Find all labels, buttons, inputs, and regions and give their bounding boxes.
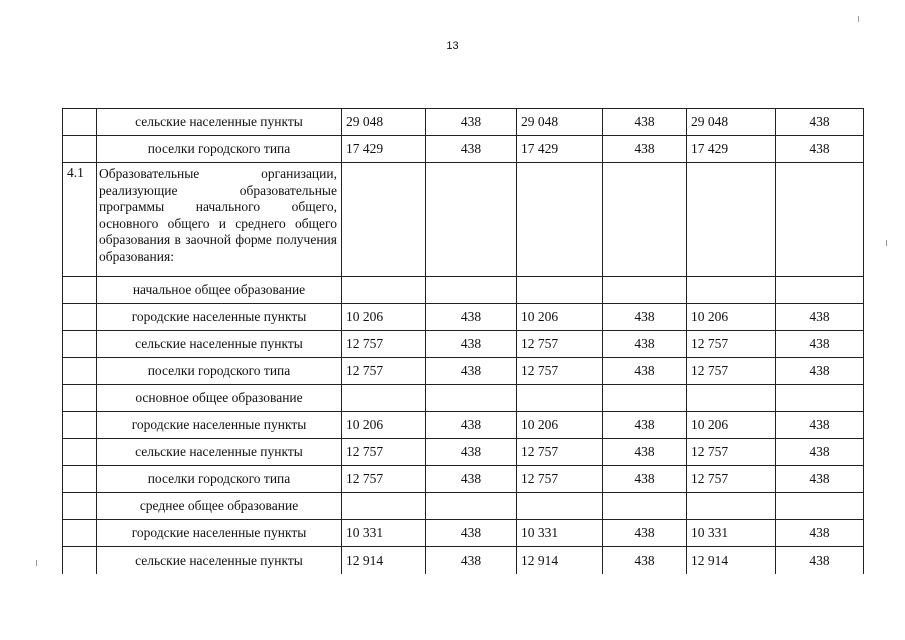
row-number-cell: 4.1 <box>63 163 97 277</box>
value-cell: 10 206 <box>517 412 603 439</box>
value-cell: 12 757 <box>517 358 603 385</box>
page-number: 13 <box>446 40 459 52</box>
value-cell: 12 914 <box>687 547 776 575</box>
extra-value-cell <box>776 277 864 304</box>
row-name-cell: сельские населенные пункты <box>97 109 342 136</box>
extra-value-cell: 438 <box>426 412 517 439</box>
extra-value-cell: 438 <box>426 109 517 136</box>
extra-value-cell <box>426 385 517 412</box>
value-cell <box>517 163 603 277</box>
table-row <box>63 163 864 277</box>
row-name-cell: сельские населенные пункты <box>97 547 342 575</box>
extra-value-cell: 438 <box>603 439 687 466</box>
extra-value-cell: 438 <box>776 547 864 575</box>
extra-value-cell <box>776 493 864 520</box>
row-number-cell <box>63 493 97 520</box>
table-row <box>63 466 864 493</box>
value-cell: 17 429 <box>517 136 603 163</box>
value-cell: 12 757 <box>342 358 426 385</box>
table-row <box>63 277 864 304</box>
extra-value-cell <box>603 385 687 412</box>
value-cell: 12 757 <box>342 439 426 466</box>
row-number-cell <box>63 304 97 331</box>
table-row <box>63 412 864 439</box>
row-name-cell: поселки городского типа <box>97 358 342 385</box>
table-row <box>63 439 864 466</box>
value-cell <box>517 277 603 304</box>
extra-value-cell <box>426 277 517 304</box>
extra-value-cell: 438 <box>603 109 687 136</box>
extra-value-cell: 438 <box>603 547 687 575</box>
value-cell <box>687 493 776 520</box>
row-number-cell <box>63 385 97 412</box>
table-row <box>63 331 864 358</box>
row-name-cell: среднее общее образование <box>97 493 342 520</box>
row-name-cell: основное общее образование <box>97 385 342 412</box>
row-number-cell <box>63 412 97 439</box>
table-row <box>63 136 864 163</box>
row-number-cell <box>63 109 97 136</box>
value-cell: 12 914 <box>517 547 603 575</box>
value-cell: 17 429 <box>687 136 776 163</box>
value-cell <box>342 493 426 520</box>
extra-value-cell: 438 <box>603 331 687 358</box>
extra-value-cell: 438 <box>603 358 687 385</box>
extra-value-cell: 438 <box>776 412 864 439</box>
extra-value-cell: 438 <box>776 358 864 385</box>
row-name-cell: поселки городского типа <box>97 136 342 163</box>
extra-value-cell: 438 <box>776 136 864 163</box>
value-cell: 12 757 <box>342 331 426 358</box>
extra-value-cell: 438 <box>776 466 864 493</box>
extra-value-cell: 438 <box>426 331 517 358</box>
extra-value-cell: 438 <box>426 304 517 331</box>
extra-value-cell <box>776 163 864 277</box>
extra-value-cell <box>603 277 687 304</box>
extra-value-cell: 438 <box>776 439 864 466</box>
value-cell: 10 206 <box>342 304 426 331</box>
value-cell: 10 206 <box>687 304 776 331</box>
value-cell: 12 757 <box>687 439 776 466</box>
extra-value-cell <box>426 163 517 277</box>
value-cell: 10 206 <box>687 412 776 439</box>
row-name-cell: Образовательные организации, реализующие образовательные программы начального общего, основного общего и среднего общего образования в заочной форме получения образования: <box>97 163 342 277</box>
table-row <box>63 304 864 331</box>
value-cell: 12 757 <box>517 466 603 493</box>
value-cell: 12 757 <box>342 466 426 493</box>
value-cell <box>517 493 603 520</box>
value-cell <box>687 277 776 304</box>
extra-value-cell: 438 <box>426 136 517 163</box>
value-cell: 12 757 <box>517 439 603 466</box>
extra-value-cell: 438 <box>603 304 687 331</box>
extra-value-cell <box>776 385 864 412</box>
row-number-cell <box>63 277 97 304</box>
value-cell <box>342 385 426 412</box>
table-body <box>63 109 864 575</box>
extra-value-cell: 438 <box>603 136 687 163</box>
row-name-cell: сельские населенные пункты <box>97 331 342 358</box>
value-cell: 12 914 <box>342 547 426 575</box>
extra-value-cell <box>426 493 517 520</box>
value-cell <box>687 385 776 412</box>
value-cell: 29 048 <box>687 109 776 136</box>
extra-value-cell: 438 <box>426 547 517 575</box>
row-number-cell <box>63 136 97 163</box>
row-name-cell: городские населенные пункты <box>97 520 342 547</box>
extra-value-cell <box>603 493 687 520</box>
scan-speck <box>36 560 37 566</box>
extra-value-cell: 438 <box>603 466 687 493</box>
table-row <box>63 385 864 412</box>
row-number-cell <box>63 466 97 493</box>
value-cell: 17 429 <box>342 136 426 163</box>
value-cell <box>342 277 426 304</box>
extra-value-cell: 438 <box>426 439 517 466</box>
value-cell <box>517 385 603 412</box>
row-name-cell: сельские населенные пункты <box>97 439 342 466</box>
table-row <box>63 493 864 520</box>
value-cell: 12 757 <box>517 331 603 358</box>
value-cell: 12 757 <box>687 358 776 385</box>
row-number-cell <box>63 547 97 575</box>
extra-value-cell: 438 <box>776 109 864 136</box>
table-row <box>63 109 864 136</box>
value-cell: 10 331 <box>687 520 776 547</box>
row-name-cell: городские населенные пункты <box>97 412 342 439</box>
extra-value-cell: 438 <box>776 331 864 358</box>
value-cell: 10 331 <box>342 520 426 547</box>
table-row <box>63 520 864 547</box>
scan-speck <box>858 16 859 22</box>
value-cell: 29 048 <box>342 109 426 136</box>
value-cell: 10 206 <box>342 412 426 439</box>
value-cell <box>342 163 426 277</box>
row-number-cell <box>63 520 97 547</box>
extra-value-cell: 438 <box>776 304 864 331</box>
value-cell: 10 206 <box>517 304 603 331</box>
extra-value-cell: 438 <box>776 520 864 547</box>
extra-value-cell: 438 <box>603 412 687 439</box>
value-cell: 29 048 <box>517 109 603 136</box>
value-cell: 10 331 <box>517 520 603 547</box>
table-row <box>63 358 864 385</box>
extra-value-cell: 438 <box>603 520 687 547</box>
extra-value-cell: 438 <box>426 358 517 385</box>
extra-value-cell: 438 <box>426 466 517 493</box>
table-row <box>63 547 864 575</box>
scan-speck <box>886 240 887 246</box>
value-cell <box>687 163 776 277</box>
value-cell: 12 757 <box>687 466 776 493</box>
row-name-cell: поселки городского типа <box>97 466 342 493</box>
row-name-cell: городские населенные пункты <box>97 304 342 331</box>
tariff-table <box>62 108 864 574</box>
extra-value-cell <box>603 163 687 277</box>
row-number-cell <box>63 331 97 358</box>
value-cell: 12 757 <box>687 331 776 358</box>
row-name-cell: начальное общее образование <box>97 277 342 304</box>
row-number-cell <box>63 439 97 466</box>
extra-value-cell: 438 <box>426 520 517 547</box>
row-number-cell <box>63 358 97 385</box>
